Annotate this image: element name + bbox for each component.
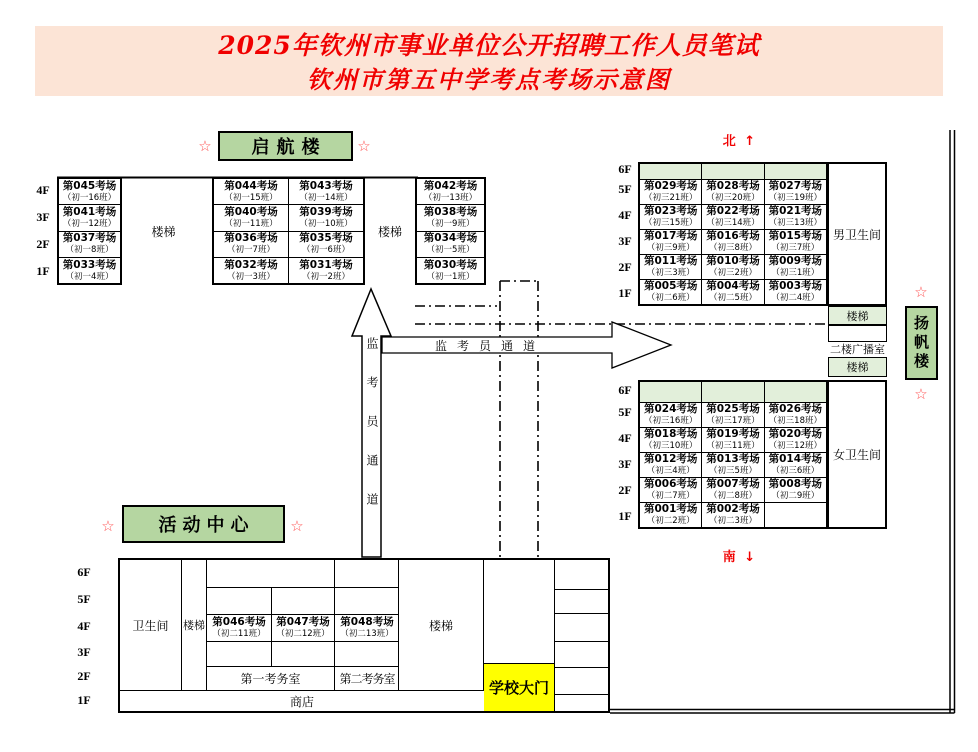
yangfan-north-floor-labels [615,162,635,306]
room-no: 第030考场 [423,258,478,271]
room-no: 第001考场 [643,503,698,516]
empty-cell [555,695,608,711]
room-class: （初一13班） [423,192,478,203]
room-no: 第042考场 [423,179,478,192]
room-no: 第036考场 [224,232,278,245]
floor-label: 3F [36,210,50,224]
room-cell [417,179,484,204]
floor-label: 4F [36,183,50,197]
room-no: 第016考场 [706,230,760,243]
room-no: 第032考场 [224,258,278,271]
qihang-building-label: 启航楼 [218,131,353,161]
empty-cell [765,503,826,527]
floor-label: 2F [77,669,91,683]
room-cell [417,258,484,283]
room-cell [640,255,701,279]
room-no: 第041考场 [62,206,117,218]
stair-cell: 楼梯 [182,560,207,690]
stair-cell: 楼梯 [828,306,887,325]
room-no: 第029考场 [643,180,698,193]
room-cell [640,403,701,427]
qihang-stair-label: 楼梯 [377,224,402,239]
floor-label: 4F [618,208,632,223]
room-no: 第015考场 [768,230,823,243]
empty-cell [207,588,272,615]
floor-label: 6F [618,162,632,176]
room-cell [765,205,826,229]
empty-cell [765,164,826,179]
room-no: 第024考场 [643,403,698,416]
yangfan-south-floor-labels [615,380,635,529]
title-line-1: 2025年钦州市事业单位公开招聘工作人员笔试 [218,31,760,60]
room-class: （初三20班） [706,193,760,204]
room-no: 第044考场 [224,179,278,192]
floor-label: 2F [618,482,632,497]
room-no: 第040考场 [224,206,278,218]
room-no: 第005考场 [643,280,698,293]
room-no: 第021考场 [768,205,823,218]
room-no: 第026考场 [768,403,823,416]
room-no: 第022考场 [706,205,760,218]
empty-cell [207,560,335,588]
floor-label: 3F [618,456,632,471]
room-class: （初三21班） [644,193,698,204]
room-cell [417,205,484,230]
school-gate-cell: 学校大门 [484,664,555,711]
room-class: （初三12班） [768,441,822,452]
exam-office-2-cell: 第二考务室 [339,672,395,686]
room-no: 第004考场 [706,280,760,293]
room-class: （初三11班） [706,441,760,452]
room-no: 第046考场 [212,616,266,629]
floor-label: 5F [77,592,91,606]
qihang-east-room-table [415,177,486,285]
room-no: 第033考场 [62,258,117,271]
room-class: （初一14班） [299,192,353,203]
room-class: （初二8班） [709,491,757,502]
exam-office-1-cell: 第一考务室 [207,667,335,690]
room-no: 第008考场 [768,478,823,491]
star-icon: ☆ [290,516,304,535]
star-icon: ☆ [357,136,371,155]
room-class: （初二9班） [771,491,820,502]
floor-label: 1F [618,285,632,300]
yangfan-north-room-table [638,162,828,306]
empty-cell [640,382,701,402]
floor-label: 1F [77,693,91,707]
room-no: 第012考场 [643,453,698,466]
room-class: （初三15班） [644,218,698,229]
room-no: 第010考场 [706,255,760,268]
room-cell [640,503,701,527]
room-cell [765,453,826,477]
room-cell [765,428,826,452]
room-class: （初三19班） [768,193,822,204]
yangfan-south-room-table [638,380,828,529]
room-no: 第039考场 [299,206,353,218]
empty-cell [484,560,555,664]
room-class: （初三10班） [644,441,698,452]
empty-cell [702,382,763,402]
room-class: （初二11班） [212,629,266,640]
room-class: （初一9班） [426,219,475,230]
star-icon: ☆ [914,384,928,403]
room-cell [289,205,363,230]
room-class: （初三17班） [706,416,760,427]
floor-label: 2F [36,237,50,251]
room-no: 第019考场 [706,428,760,441]
room-no: 第020考场 [768,428,823,441]
room-class: （初一1班） [426,271,475,282]
empty-cell [272,588,335,615]
stair-cell: 楼梯 [399,560,484,690]
huodong-building-plan [118,558,610,713]
room-no: 第027考场 [768,180,823,193]
room-class: （初三5班） [709,466,757,477]
star-icon: ☆ [198,136,212,155]
room-cell [702,280,763,304]
room-no: 第028考场 [706,180,760,193]
room-cell [59,205,120,230]
broadcast-room-label: 二楼广播室 [830,342,885,356]
compass-south: 南 ↓ [722,549,758,565]
floor-label: 5F [618,405,632,420]
room-cell [59,179,120,204]
restroom-cell: 卫生间 [120,560,182,690]
room-cell [272,615,335,642]
room-cell [640,280,701,304]
room-no: 第013考场 [706,453,760,466]
invigilator-passage-vertical-label: 监考员通道 [365,337,379,532]
compass-north: 北 ↑ [722,133,758,149]
room-no: 第031考场 [299,258,353,271]
empty-cell [555,614,608,642]
invigilator-passage-horizontal-label: 监考员通道 [434,339,545,353]
star-icon: ☆ [914,282,928,301]
room-class: （初二7班） [646,491,695,502]
room-class: （初二13班） [340,629,394,640]
room-class: （初三3班） [646,268,695,279]
room-class: （初二12班） [276,629,330,640]
room-class: （初二5班） [709,293,757,304]
west-block-floor-labels [33,177,53,285]
room-class: （初一15班） [224,192,278,203]
room-cell [640,230,701,254]
floor-label: 2F [618,259,632,274]
floor-label: 1F [36,264,50,278]
room-cell [765,255,826,279]
title-line-2: 钦州市第五中学考点考场示意图 [307,65,671,94]
huodong-room-section [207,560,399,690]
empty-cell [555,560,608,590]
floor-label: 3F [77,645,91,659]
room-no: 第014考场 [768,453,823,466]
floor-label: 3F [618,233,632,248]
male-restroom-cell: 男卫生间 [827,162,887,306]
shop-cell: 商店 [120,690,484,711]
room-class: （初一11班） [224,219,278,230]
room-no: 第007考场 [706,478,760,491]
room-no: 第045考场 [62,179,117,192]
room-cell [765,230,826,254]
room-class: （初三2班） [709,268,757,279]
room-cell [702,403,763,427]
room-cell [702,503,763,527]
room-class: （初一16班） [62,192,117,203]
room-cell [214,232,288,257]
room-class: （初二3班） [709,516,757,527]
room-class: （初三13班） [768,218,822,229]
room-no: 第018考场 [643,428,698,441]
room-cell [335,615,399,642]
room-cell [702,230,763,254]
empty-cell [335,642,399,667]
room-cell [702,428,763,452]
empty-cell [640,164,701,179]
room-no: 第025考场 [706,403,760,416]
room-cell [702,180,763,204]
qihang-room-table [212,177,365,285]
room-class: （初三7班） [771,243,820,254]
yangfan-building-label: 扬帆楼 [905,306,938,380]
room-class: （初一2班） [302,271,350,282]
room-cell [640,453,701,477]
room-no: 第002考场 [706,503,760,516]
empty-cell [207,642,272,667]
room-class: （初三16班） [644,416,698,427]
empty-cell [272,642,335,667]
west-block-stair-label: 楼梯 [151,224,176,239]
empty-cell [765,382,826,402]
west-block-room-table [57,177,122,285]
floor-label: 5F [618,182,632,197]
floor-label: 6F [618,382,632,397]
room-cell [289,232,363,257]
female-restroom-cell: 女卫生间 [827,380,887,529]
room-cell [59,232,120,257]
empty-cell [335,560,399,588]
stair-cell: 楼梯 [828,357,887,377]
room-cell [214,258,288,283]
room-no: 第003考场 [768,280,823,293]
room-cell [765,280,826,304]
room-class: （初二6班） [646,293,695,304]
room-class: （初一6班） [302,245,350,256]
room-cell [214,179,288,204]
room-no: 第009考场 [768,255,823,268]
room-cell [59,258,120,283]
room-cell [289,258,363,283]
room-cell [702,478,763,502]
room-no: 第034考场 [423,232,478,245]
room-no: 第047考场 [276,616,330,629]
room-class: （初一5班） [426,245,475,256]
room-class: （初一10班） [299,219,353,230]
room-class: （初三4班） [646,466,695,477]
room-class: （初一4班） [65,271,114,282]
room-cell [289,179,363,204]
huodong-floor-labels [72,558,96,713]
star-icon: ☆ [101,516,115,535]
room-no: 第011考场 [643,255,698,268]
room-class: （初一8班） [65,245,114,256]
room-class: （初二4班） [771,293,820,304]
empty-cell [828,325,887,342]
room-class: （初一3班） [227,271,275,282]
huodong-east-column [555,560,608,711]
empty-cell [555,590,608,614]
room-cell [207,615,272,642]
room-no: 第038考场 [423,206,478,218]
room-no: 第023考场 [643,205,698,218]
room-cell [417,232,484,257]
room-class: （初二2班） [646,516,695,527]
room-class: （初三6班） [771,466,820,477]
room-no: 第043考场 [299,179,353,192]
room-class: （初一7班） [227,245,275,256]
room-cell [765,403,826,427]
empty-cell [555,668,608,695]
room-cell [702,255,763,279]
empty-cell [702,164,763,179]
room-class: （初三14班） [706,218,760,229]
room-no: 第006考场 [643,478,698,491]
room-no: 第037考场 [62,232,117,245]
empty-cell [555,642,608,668]
room-cell [640,180,701,204]
room-cell [702,453,763,477]
room-cell [765,180,826,204]
room-no: 第035考场 [299,232,353,245]
room-no: 第048考场 [340,616,394,629]
room-class: （初一12班） [62,219,117,230]
room-class: （初三8班） [709,243,757,254]
empty-cell [335,588,399,615]
floor-label: 6F [77,564,91,579]
room-cell [640,478,701,502]
room-cell [765,478,826,502]
room-cell [640,428,701,452]
room-cell [640,205,701,229]
room-class: （初三18班） [768,416,822,427]
huodong-building-label: 活动中心 [122,505,285,543]
room-no: 第017考场 [643,230,698,243]
room-class: （初三9班） [646,243,695,254]
room-class: （初三1班） [771,268,820,279]
room-cell [214,205,288,230]
floor-label: 4F [77,619,91,633]
floor-label: 4F [618,431,632,446]
room-cell [702,205,763,229]
floor-label: 1F [618,508,632,523]
